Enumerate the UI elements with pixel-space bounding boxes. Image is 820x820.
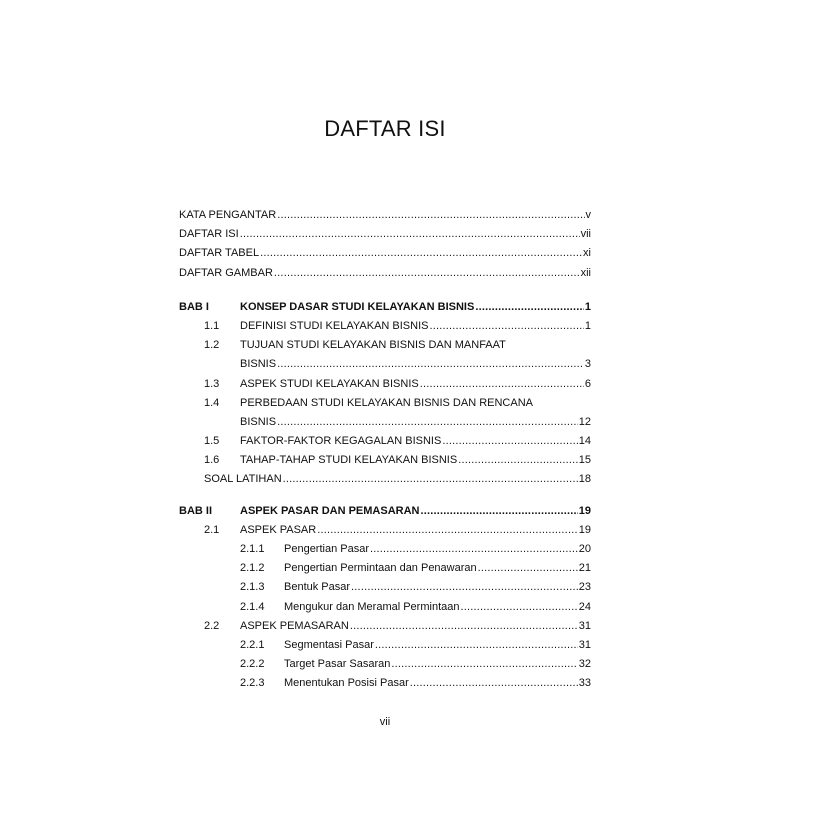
section-number: 1.4 [204, 396, 220, 409]
section-title: BISNIS [240, 358, 277, 371]
section-title: ASPEK STUDI KELAYAKAN BISNIS [240, 377, 419, 390]
dot-leader [420, 502, 577, 521]
toc-entry-daftar-tabel[interactable] [179, 244, 591, 263]
toc-page-number: 32 [578, 658, 591, 671]
toc-chapter-bab-2[interactable] [179, 502, 591, 521]
toc-subsection-2-2-3[interactable] [179, 674, 591, 693]
subsection-title: Pengertian Pasar [284, 543, 369, 555]
subsection-number: 2.1.2 [240, 562, 265, 575]
toc-section-1-2[interactable] [179, 336, 591, 355]
dot-leader [283, 470, 578, 489]
toc-page-number: 1 [584, 300, 591, 313]
toc-page-number: 20 [578, 543, 591, 555]
toc-page-number: 24 [578, 600, 591, 613]
toc-subsection-2-1-2[interactable] [179, 559, 591, 578]
chapter-label: BAB II [179, 504, 212, 517]
toc-page-number: 18 [578, 473, 591, 486]
page-title: DAFTAR ISI [324, 116, 446, 141]
dot-leader [317, 521, 578, 540]
section-title: ASPEK PASAR [240, 523, 317, 536]
toc-page-number: 23 [578, 581, 591, 594]
toc-subsection-2-1-1[interactable] [179, 540, 591, 559]
toc-entry-title: DAFTAR TABEL [179, 247, 260, 260]
chapter-title: KONSEP DASAR STUDI KELAYAKAN BISNIS [240, 300, 475, 313]
toc-entry-title: KATA PENGANTAR [179, 209, 277, 221]
table-of-contents [179, 206, 591, 694]
chapter-label: BAB I [179, 300, 209, 313]
subsection-number: 2.2.1 [240, 638, 265, 651]
dot-leader [460, 598, 577, 617]
toc-entry-soal-latihan[interactable] [179, 470, 591, 489]
toc-page-number: xi [583, 247, 591, 260]
toc-section-1-4[interactable] [179, 394, 591, 413]
dot-leader [442, 432, 577, 451]
dot-leader [429, 317, 583, 336]
toc-entry-title: DAFTAR ISI [179, 228, 239, 241]
toc-page-number: 31 [578, 619, 591, 632]
dot-leader [391, 655, 577, 674]
dot-leader [274, 264, 580, 283]
toc-entry-kata-pengantar[interactable] [179, 206, 591, 225]
toc-section-1-6[interactable] [179, 451, 591, 470]
subsection-title: Segmentasi Pasar [284, 638, 374, 651]
toc-page-number: xii [580, 266, 591, 279]
dot-leader [375, 636, 578, 655]
dot-leader [458, 451, 578, 470]
toc-chapter-bab-1[interactable] [179, 298, 591, 317]
subsection-title: Menentukan Posisi Pasar [284, 677, 409, 690]
dot-leader [410, 674, 578, 693]
section-number: 1.6 [204, 454, 220, 467]
section-title: FAKTOR-FAKTOR KEGAGALAN BISNIS [240, 435, 442, 448]
page-number: vii [379, 716, 391, 728]
subsection-number: 2.1.3 [240, 581, 265, 594]
dot-leader [277, 413, 578, 432]
toc-section-1-1[interactable] [179, 317, 591, 336]
section-title: ASPEK PEMASARAN [240, 619, 349, 632]
toc-page-number: vii [580, 228, 591, 241]
section-number: 1.5 [204, 435, 220, 448]
toc-section-2-1[interactable] [179, 521, 591, 540]
toc-page-number: 31 [578, 638, 591, 651]
toc-page-number: 15 [578, 454, 591, 467]
dot-leader [350, 617, 578, 636]
toc-entry-daftar-isi[interactable] [179, 225, 591, 244]
chapter-title: ASPEK PASAR DAN PEMASARAN [240, 504, 420, 517]
subsection-title: Pengertian Permintaan dan Penawaran [284, 562, 477, 575]
dot-leader [475, 298, 584, 317]
toc-page-number: 12 [578, 415, 591, 428]
section-number: 2.1 [204, 523, 220, 536]
toc-subsection-2-2-1[interactable] [179, 636, 591, 655]
toc-section-1-4-continued[interactable] [179, 413, 591, 432]
subsection-title: Mengukur dan Meramal Permintaan [284, 600, 460, 613]
dot-leader [370, 540, 578, 559]
dot-leader [478, 559, 578, 578]
toc-page-number: 1 [584, 319, 591, 332]
toc-page-number: v [585, 209, 591, 221]
section-number: 1.1 [204, 319, 220, 332]
subsection-title: Target Pasar Sasaran [284, 658, 391, 671]
toc-page-number: 6 [584, 377, 591, 390]
subsection-number: 2.2.3 [240, 677, 265, 690]
toc-subsection-2-1-4[interactable] [179, 598, 591, 617]
toc-page-number: 21 [578, 562, 591, 575]
toc-section-1-3[interactable] [179, 375, 591, 394]
toc-page-number: 19 [578, 504, 591, 517]
section-title: DEFINISI STUDI KELAYAKAN BISNIS [240, 319, 429, 332]
toc-page-number: 33 [578, 677, 591, 690]
section-title-line1: TUJUAN STUDI KELAYAKAN BISNIS DAN MANFAAT [240, 339, 506, 352]
section-title: TAHAP-TAHAP STUDI KELAYAKAN BISNIS [240, 454, 458, 467]
section-title: BISNIS [240, 415, 277, 428]
toc-subsection-2-2-2[interactable] [179, 655, 591, 674]
toc-page-number: 19 [578, 523, 591, 536]
subsection-number: 2.1.1 [240, 543, 265, 555]
section-number: 2.2 [204, 619, 220, 632]
section-number: 1.3 [204, 377, 220, 390]
section-number: 1.2 [204, 339, 220, 352]
toc-entry-title: DAFTAR GAMBAR [179, 266, 273, 279]
toc-page-number: 3 [584, 358, 591, 371]
toc-section-1-2-continued[interactable] [179, 355, 591, 374]
toc-page-number: 14 [578, 435, 591, 448]
dot-leader [351, 578, 578, 597]
section-title-line1: PERBEDAAN STUDI KELAYAKAN BISNIS DAN RENCANA [240, 396, 533, 409]
subsection-number: 2.1.4 [240, 600, 265, 613]
subsection-number: 2.2.2 [240, 658, 265, 671]
subsection-title: Bentuk Pasar [284, 581, 351, 594]
toc-entry-daftar-gambar[interactable] [179, 264, 591, 283]
dot-leader [420, 375, 584, 394]
toc-subsection-2-1-3[interactable] [179, 578, 591, 597]
dot-leader [240, 225, 580, 244]
dot-leader [277, 206, 584, 225]
exercise-title: SOAL LATIHAN [204, 473, 282, 486]
toc-section-2-2[interactable] [179, 617, 591, 636]
dot-leader [277, 355, 584, 374]
toc-section-1-5[interactable] [179, 432, 591, 451]
dot-leader [260, 244, 582, 263]
